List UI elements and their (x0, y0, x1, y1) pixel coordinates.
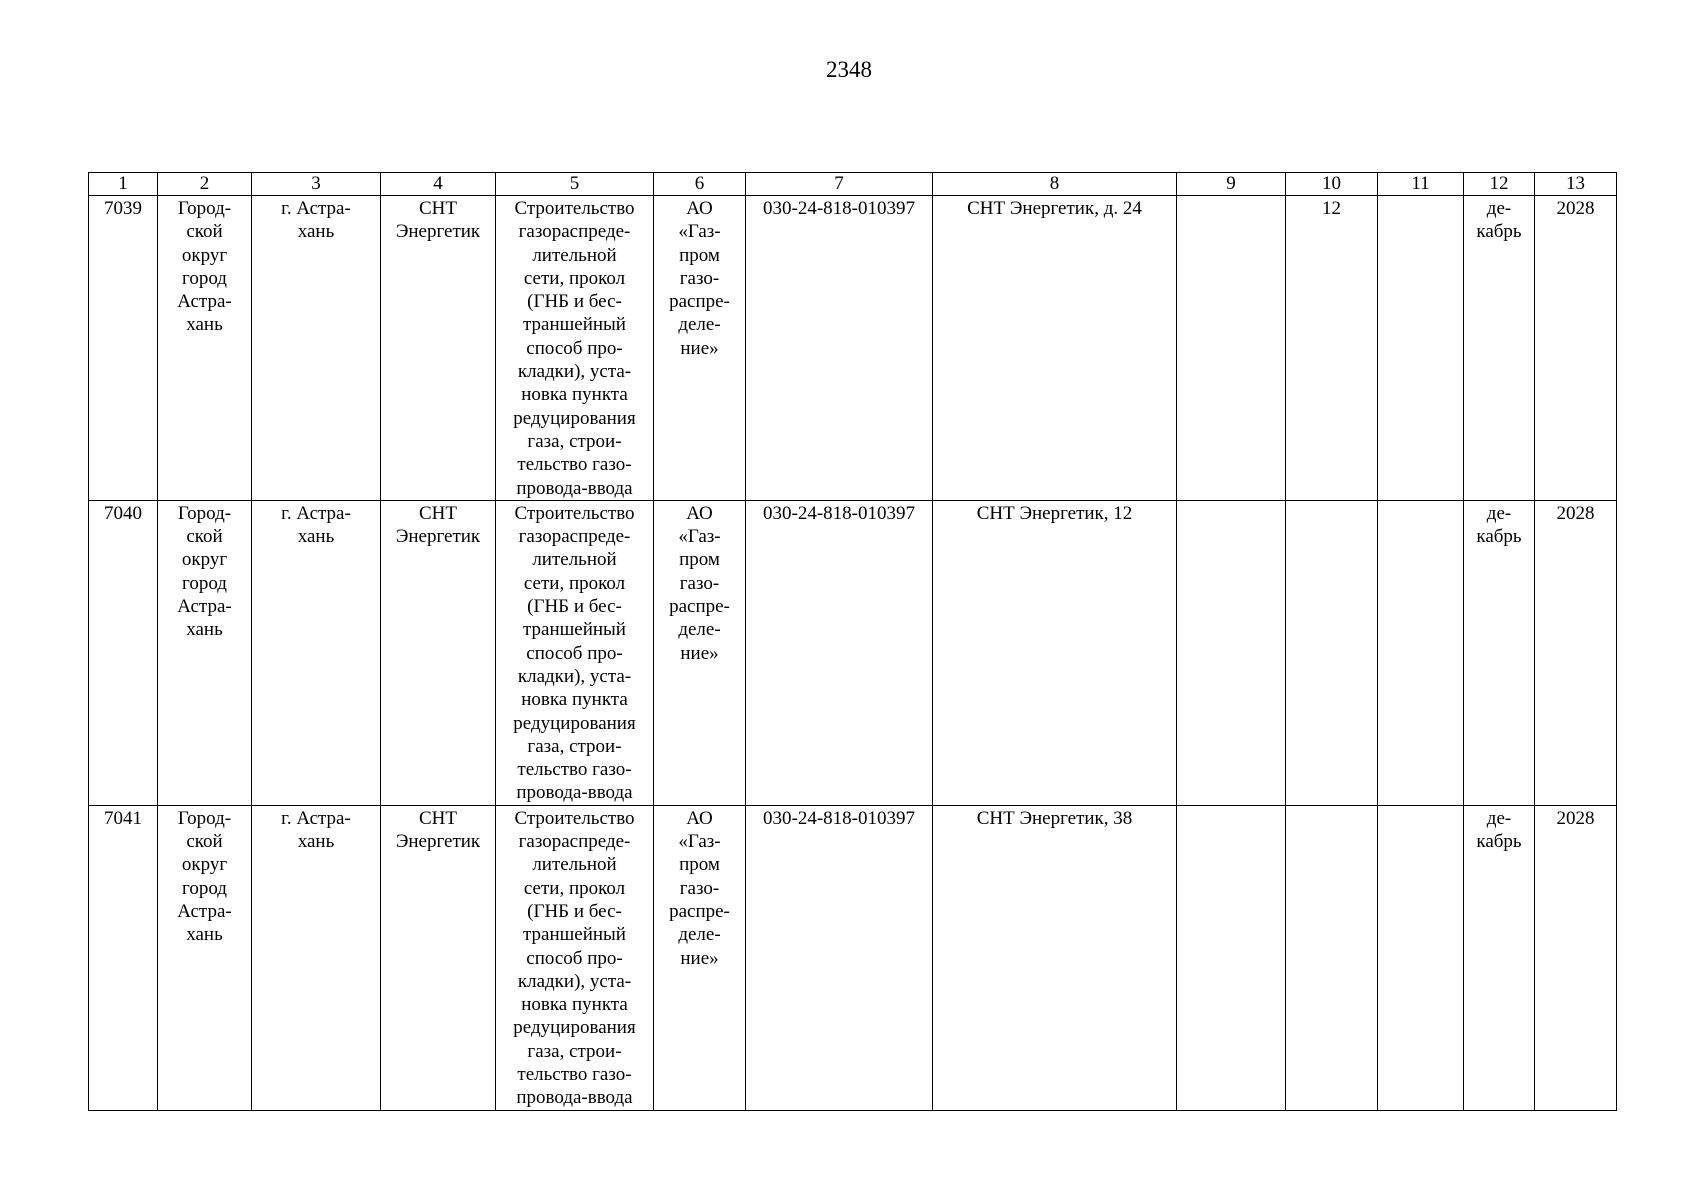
column-header: 7 (746, 173, 933, 196)
column-header: 12 (1464, 173, 1535, 196)
cell-text: АО «Газ- пром газо- распре- деле- ние» (669, 807, 730, 969)
table-row (89, 196, 1617, 501)
cell-text: 030-24-818-010397 (763, 198, 915, 219)
work-description-cell (496, 500, 654, 805)
cell-text: СНТ Энергетик, д. 24 (967, 198, 1142, 219)
cell-text: 2028 (1556, 807, 1595, 829)
column-9-cell (1177, 500, 1286, 805)
cell-text: г. Астра- хань (281, 807, 351, 853)
address-cell (933, 500, 1177, 805)
column-10-cell (1286, 805, 1378, 1110)
column-9-cell (1177, 805, 1286, 1110)
page-number: 2348 (826, 57, 872, 82)
cell-text: 030-24-818-010397 (763, 502, 915, 524)
column-11-cell (1378, 500, 1464, 805)
row-number-cell (89, 500, 158, 805)
table-row (89, 500, 1617, 805)
cell-text: АО «Газ- пром газо- распре- деле- ние» (669, 198, 730, 359)
object-code-cell (746, 500, 933, 805)
address-cell (933, 196, 1177, 501)
column-header: 11 (1378, 173, 1464, 196)
cell-text: Строительство газораспреде- лительной сети, прокол (ГНБ и бес- траншейный способ про- кладки), уста- новка пункта редуцирования газа, строи- тельство газо- провода-ввода (513, 807, 636, 1109)
header-row (89, 173, 1617, 196)
column-header: 13 (1535, 173, 1617, 196)
work-description-cell (496, 196, 654, 501)
cell-text: 030-24-818-010397 (763, 807, 915, 829)
row-number-cell (89, 805, 158, 1110)
organization-cell (654, 196, 746, 501)
cell-text: 12 (1322, 198, 1341, 219)
month-cell (1464, 805, 1535, 1110)
cell-text: СНТ Энергетик, 12 (976, 502, 1133, 524)
object-code-cell (746, 805, 933, 1110)
column-10-cell (1286, 500, 1378, 805)
column-header: 1 (89, 173, 158, 196)
table-row (89, 805, 1617, 1110)
cell-text: де- кабрь (1476, 807, 1522, 853)
organization-cell (654, 500, 746, 805)
column-header: 4 (381, 173, 496, 196)
cell-text: 2028 (1556, 198, 1595, 219)
settlement-cell (252, 805, 381, 1110)
cell-text: СНТ Энергетик (395, 502, 481, 548)
municipality-cell (158, 500, 252, 805)
row-number-cell (89, 196, 158, 501)
cell-text: 7040 (104, 502, 142, 524)
cell-text: де- кабрь (1476, 502, 1522, 548)
cell-text: 7039 (104, 198, 142, 219)
municipality-cell (158, 805, 252, 1110)
address-cell (933, 805, 1177, 1110)
cell-text: Город- ской округ город Астра- хань (177, 807, 232, 946)
cell-text: СНТ Энергетик (395, 198, 481, 243)
cell-text: АО «Газ- пром газо- распре- деле- ние» (669, 502, 730, 664)
cell-text: Строительство газораспреде- лительной сети, прокол (ГНБ и бес- траншейный способ про- кладки), уста- новка пункта редуцирования газа, строи- тельство газо- провода-ввода (513, 198, 636, 499)
settlement-cell (252, 196, 381, 501)
column-header: 6 (654, 173, 746, 196)
cell-text: 7041 (104, 807, 142, 829)
cell-text: СНТ Энергетик, 38 (976, 807, 1133, 829)
locality-cell (381, 805, 496, 1110)
data-table (88, 172, 1617, 1111)
object-code-cell (746, 196, 933, 501)
cell-text: Строительство газораспреде- лительной сети, прокол (ГНБ и бес- траншейный способ про- кладки), уста- новка пункта редуцирования газа, строи- тельство газо- провода-ввода (513, 502, 636, 804)
column-header: 9 (1177, 173, 1286, 196)
locality-cell (381, 500, 496, 805)
year-cell (1535, 805, 1617, 1110)
locality-cell (381, 196, 496, 501)
cell-text: г. Астра- хань (281, 502, 351, 548)
column-header: 10 (1286, 173, 1378, 196)
month-cell (1464, 196, 1535, 501)
year-cell (1535, 196, 1617, 501)
column-11-cell (1378, 196, 1464, 501)
column-9-cell (1177, 196, 1286, 501)
cell-text: Город- ской округ город Астра- хань (177, 502, 232, 641)
column-10-cell (1286, 196, 1378, 501)
column-header: 3 (252, 173, 381, 196)
cell-text: г. Астра- хань (281, 198, 351, 243)
column-11-cell (1378, 805, 1464, 1110)
cell-text: СНТ Энергетик (395, 807, 481, 853)
cell-text: де- кабрь (1476, 198, 1522, 243)
cell-text: Город- ской округ город Астра- хань (177, 198, 232, 336)
cell-text: 2028 (1556, 502, 1595, 524)
month-cell (1464, 500, 1535, 805)
settlement-cell (252, 500, 381, 805)
work-description-cell (496, 805, 654, 1110)
organization-cell (654, 805, 746, 1110)
column-header: 8 (933, 173, 1177, 196)
year-cell (1535, 500, 1617, 805)
municipality-cell (158, 196, 252, 501)
column-header: 5 (496, 173, 654, 196)
column-header: 2 (158, 173, 252, 196)
